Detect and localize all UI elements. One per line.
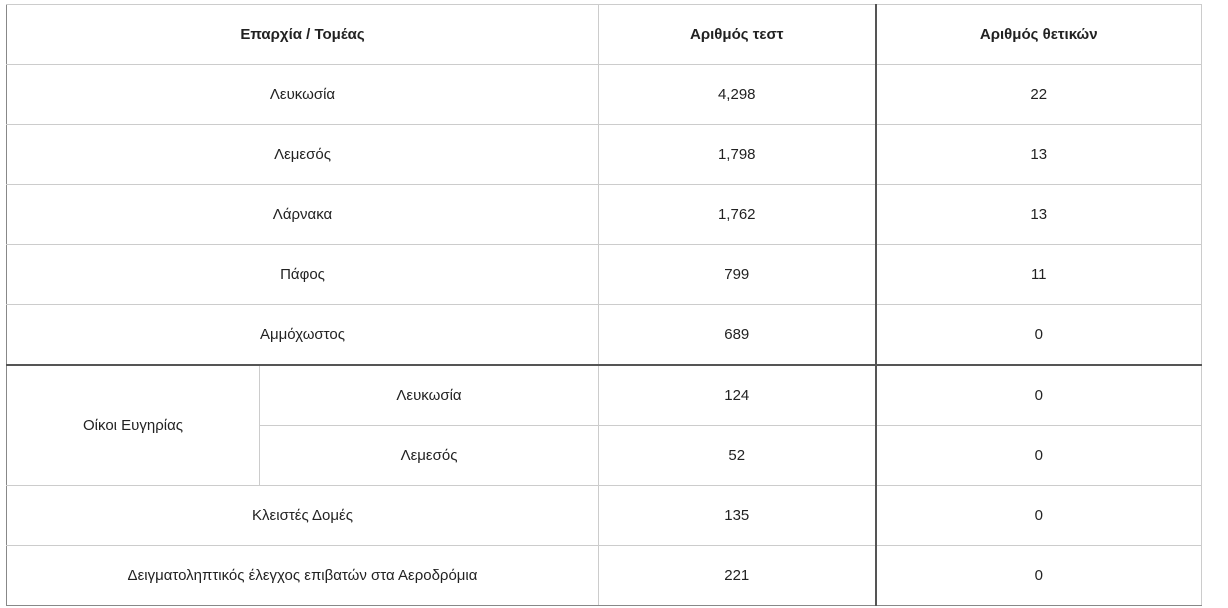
table-row bbox=[7, 245, 1202, 305]
positives-value: 13 bbox=[876, 125, 1202, 185]
region-label: Λευκωσία bbox=[260, 365, 599, 426]
region-label: Λεμεσός bbox=[7, 125, 599, 185]
region-label: Λάρνακα bbox=[7, 185, 599, 245]
positives-value: 0 bbox=[876, 426, 1202, 486]
table-row bbox=[7, 65, 1202, 125]
tests-value: 4,298 bbox=[599, 65, 876, 125]
care-homes-label: Οίκοι Ευγηρίας bbox=[7, 365, 260, 486]
region-label: Κλειστές Δομές bbox=[7, 486, 599, 546]
table-row bbox=[7, 185, 1202, 245]
positives-value: 11 bbox=[876, 245, 1202, 305]
header-region: Επαρχία / Τομέας bbox=[7, 5, 599, 65]
region-label: Λευκωσία bbox=[7, 65, 599, 125]
table-row bbox=[7, 125, 1202, 185]
tests-value: 52 bbox=[599, 426, 876, 486]
tests-value: 1,798 bbox=[599, 125, 876, 185]
header-row bbox=[7, 5, 1202, 65]
positives-value: 0 bbox=[876, 365, 1202, 426]
table-row bbox=[7, 305, 1202, 366]
table-row bbox=[7, 365, 1202, 426]
table-row bbox=[7, 486, 1202, 546]
tests-value: 689 bbox=[599, 305, 876, 366]
region-label: Πάφος bbox=[7, 245, 599, 305]
tests-value: 221 bbox=[599, 546, 876, 606]
positives-value: 0 bbox=[876, 486, 1202, 546]
table-row bbox=[7, 546, 1202, 606]
region-label: Λεμεσός bbox=[260, 426, 599, 486]
positives-value: 0 bbox=[876, 546, 1202, 606]
covid-tests-table bbox=[6, 4, 1202, 606]
header-positives: Αριθμός θετικών bbox=[876, 5, 1202, 65]
tests-value: 135 bbox=[599, 486, 876, 546]
positives-value: 13 bbox=[876, 185, 1202, 245]
positives-value: 22 bbox=[876, 65, 1202, 125]
tests-value: 124 bbox=[599, 365, 876, 426]
tests-value: 1,762 bbox=[599, 185, 876, 245]
header-tests: Αριθμός τεστ bbox=[599, 5, 876, 65]
positives-value: 0 bbox=[876, 305, 1202, 366]
region-label: Αμμόχωστος bbox=[7, 305, 599, 366]
tests-value: 799 bbox=[599, 245, 876, 305]
region-label: Δειγματοληπτικός έλεγχος επιβατών στα Αεροδρόμια bbox=[7, 546, 599, 606]
